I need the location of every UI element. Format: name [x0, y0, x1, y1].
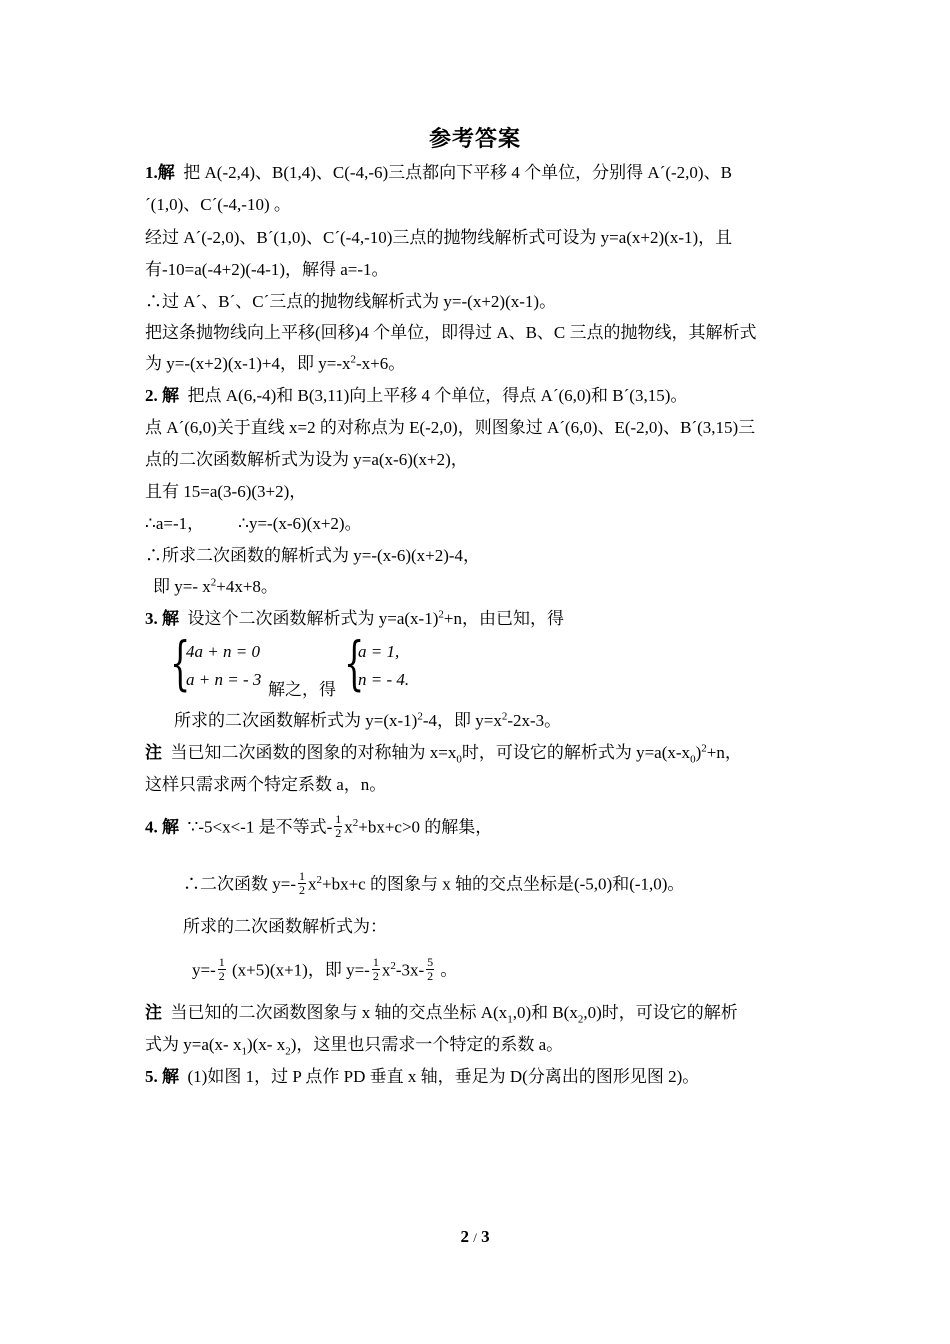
fraction-one-half	[298, 870, 306, 897]
p1-line-7	[145, 353, 405, 375]
subscript: 2	[577, 1013, 584, 1026]
fraction-denominator: 2	[427, 969, 434, 983]
p2-line-3: 点的二次函数解析式为设为 y=a(x-6)(x+2)，	[145, 450, 468, 469]
p2-label: 2. 解	[145, 386, 179, 405]
superscript: 2	[501, 710, 508, 723]
p3-mid-text: 解之，得	[268, 680, 336, 699]
fraction-one-half	[218, 956, 226, 983]
p5-line-1	[145, 1066, 699, 1088]
p1-text-1: 把 A(-2,4)、B(1,4)、C(-4,-6)三点都向下平移 4 个单位，分别得 A´(-2,0)、B	[183, 163, 732, 182]
p1-line-4: 有-10=a(-4+2)(-4-1)，解得 a=-1。	[145, 260, 389, 279]
note1-text-1c: )	[695, 743, 702, 762]
fraction-numerator: 1	[335, 812, 342, 826]
p1-line-3: 经过 A´(-2,0)、B´(1,0)、C´(-4,-10)三点的抛物线解析式可设为 y=a(x+2)(x-1)，且	[145, 228, 733, 247]
system1-row-2: a + n = - 3	[186, 670, 262, 689]
fraction-denominator: 2	[299, 883, 305, 897]
page-title: 参考答案	[428, 126, 521, 151]
p1-line-2: ´(1,0)、C´(-4,-10) 。	[145, 195, 291, 214]
p3-text-1a: 设这个二次函数解析式为 y=a(x-1)	[187, 609, 439, 628]
note1-line-1	[145, 742, 742, 764]
fraction-numerator: 1	[299, 869, 305, 883]
p2-line-5	[145, 513, 362, 535]
p3-text-2b: -4，即 y=x	[422, 711, 502, 730]
p4-text-1b: x	[344, 817, 353, 837]
system2-row-2: n = - 4.	[358, 670, 410, 689]
p2-text-7a: 即 y=- x	[153, 577, 211, 596]
note2-text-2a: 式为 y=a(x- x	[145, 1035, 242, 1054]
p2-text-7b: +4x+8。	[216, 577, 278, 596]
fraction-one-half	[372, 956, 380, 983]
p1-line-6: 把这条抛物线向上平移(回移)4 个单位，即得过 A、B、C 三点的抛物线，其解析式	[145, 323, 757, 342]
p4-text-4a: y=-	[192, 960, 216, 980]
note2-text-1b: ,0)和 B(x	[512, 1003, 578, 1022]
p2-line-6: ∴所求二次函数的解析式为 y=-(x-6)(x+2)-4，	[145, 546, 481, 565]
superscript: 2	[701, 742, 707, 755]
total-pages: 3	[481, 1227, 490, 1246]
p2-line-4: 且有 15=a(3-6)(3+2)，	[145, 482, 307, 501]
note2-line-1	[145, 1002, 738, 1024]
note1-text-1a: 当已知二次函数的图象的对称轴为 x=x	[170, 743, 457, 762]
superscript: 2	[316, 873, 322, 886]
note2-text-1c: ,0)时，可设它的解析	[583, 1003, 738, 1022]
p2-line-7	[153, 576, 278, 598]
subscript: 1	[241, 1045, 247, 1058]
note2-label: 注	[145, 1003, 162, 1022]
superscript: 2	[350, 353, 356, 366]
subscript: 1	[507, 1013, 513, 1026]
p2-text-5b: ∴y=-(x-6)(x+2)。	[238, 514, 362, 533]
p4-line-2	[183, 869, 685, 899]
p4-text-4b: (x+5)(x+1)，即 y=-	[232, 960, 370, 980]
superscript: 2	[390, 959, 396, 972]
subscript: 2	[285, 1045, 291, 1058]
p4-line-3: 所求的二次函数解析式为：	[183, 917, 387, 936]
fraction-five-halves	[426, 956, 434, 983]
p4-text-4c: x	[381, 960, 391, 980]
superscript: 2	[438, 608, 444, 621]
subscript: 0	[690, 753, 696, 766]
p4-text-1a: ∵-5<x<-1 是不等式-	[187, 817, 333, 837]
note1-text-1d: +n，	[706, 743, 742, 762]
fraction-denominator: 2	[218, 969, 225, 983]
left-brace-icon: {	[170, 629, 191, 697]
p3-text-2a: 所求的二次函数解析式为 y=(x-1)	[174, 711, 418, 730]
p4-text-2c: +bx+c 的图象与 x 轴的交点坐标是(-5,0)和(-1,0)。	[322, 874, 685, 894]
p5-label: 5. 解	[145, 1067, 179, 1086]
p4-text-2b: x	[308, 874, 317, 894]
p2-text-5a: ∴a=-1，	[145, 514, 205, 533]
p2-text-1: 把点 A(6,-4)和 B(3,11)向上平移 4 个单位，得点 A´(6,0)和 B´(3,15)。	[187, 386, 688, 405]
left-brace-icon: {	[344, 629, 365, 697]
p4-text-4e: 。	[440, 960, 458, 980]
current-page: 2	[460, 1227, 469, 1246]
fraction-denominator: 2	[372, 969, 379, 983]
note2-line-2	[145, 1034, 563, 1056]
page-number	[0, 1227, 950, 1247]
p4-line-4	[192, 955, 458, 985]
fraction-denominator: 2	[335, 826, 342, 840]
p3-line-1	[145, 608, 564, 630]
note1-text-1b: 时，可设它的解析式为 y=a(x-x	[461, 743, 691, 762]
p3-line-2	[174, 710, 561, 732]
p3-text-2c: -2x-3。	[507, 711, 562, 730]
p1-label: 1.解	[145, 163, 175, 182]
p4-line-1	[145, 812, 493, 842]
superscript: 2	[417, 710, 423, 723]
note2-text-1a: 当已知的二次函数图象与 x 轴的交点坐标 A(x	[170, 1003, 508, 1022]
superscript: 2	[352, 816, 359, 829]
p5-text-1: (1)如图 1，过 P 点作 PD 垂直 x 轴，垂足为 D(分离出的图形见图 2)。	[187, 1067, 700, 1086]
p1-line-5: ∴过 A´、B´、C´三点的抛物线解析式为 y=-(x+2)(x-1)。	[145, 292, 557, 311]
p4-text-2a: ∴二次函数 y=-	[183, 874, 296, 894]
fraction-numerator: 1	[218, 955, 225, 969]
p2-line-1	[145, 385, 687, 407]
fraction-numerator: 5	[427, 955, 434, 969]
p1-text-7b: -x+6。	[355, 354, 406, 373]
subscript: 0	[456, 753, 462, 766]
note1-label: 注	[145, 743, 162, 762]
superscript: 2	[210, 576, 217, 589]
p4-label: 4. 解	[145, 817, 179, 837]
p3-text-1b: +n，由已知，得	[443, 609, 564, 628]
note2-text-2c: )，这里也只需求一个特定的系数 a。	[290, 1035, 564, 1054]
note2-text-2b: )(x- x	[246, 1035, 286, 1054]
p4-text-4d: -3x-	[395, 960, 425, 980]
fraction-one-half	[334, 813, 342, 840]
page-separator: /	[473, 1230, 477, 1245]
note1-line-2: 这样只需求两个特定系数 a，n。	[145, 775, 387, 794]
fraction-numerator: 1	[372, 955, 379, 969]
p4-text-1c: +bx+c>0 的解集，	[358, 817, 493, 837]
p1-text-7a: 为 y=-(x+2)(x-1)+4，即 y=-x	[145, 354, 351, 373]
system2-row-1: a = 1,	[358, 642, 400, 661]
p2-line-2: 点 A´(6,0)关于直线 x=2 的对称点为 E(-2,0)，则图象过 A´(6,0)、E(-2,0)、B´(3,15)三	[145, 418, 756, 437]
p1-line-1	[145, 162, 732, 184]
system1-row-1: 4a + n = 0	[186, 642, 260, 661]
p3-label: 3. 解	[145, 609, 179, 628]
